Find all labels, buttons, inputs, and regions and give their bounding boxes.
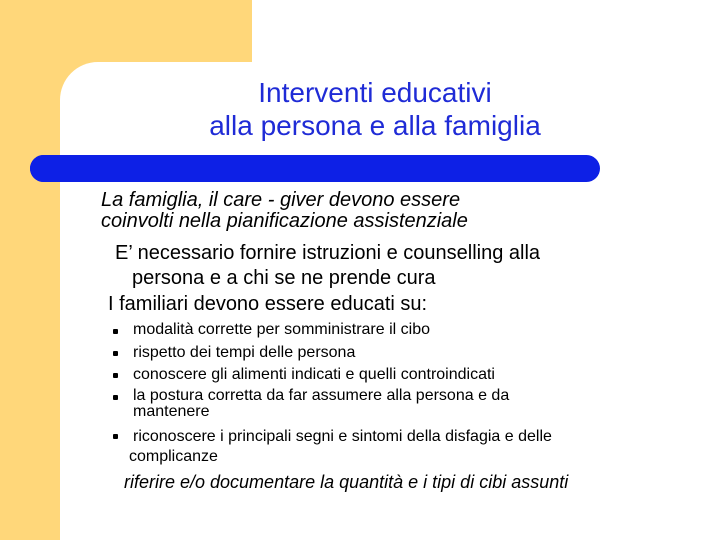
bullet-marker	[113, 329, 118, 334]
intro-text	[101, 190, 468, 232]
closing-text: riferire e/o documentare la quantità e i tipi di cibi assunti	[124, 472, 569, 492]
intro-line-1: La famiglia, il care - giver devono essere	[101, 189, 461, 211]
bullet-line: riconoscere i principali segni e sintomi della disfagia e delle	[133, 428, 552, 445]
para1-line-2: persona e a chi se ne prende cura	[132, 267, 436, 289]
intro-line-2: coinvolti nella pianificazione assistenziale	[101, 210, 468, 232]
bullet-item: rispetto dei tempi delle persona	[133, 344, 356, 361]
bullet-item: conoscere gli alimenti indicati e quelli controindicati	[133, 366, 495, 383]
paragraph-familiari: I familiari devono essere educati su:	[108, 293, 428, 315]
bullet-marker	[113, 351, 118, 356]
bullet-item	[129, 427, 552, 467]
bullet-line: mantenere	[133, 403, 210, 420]
paragraph-counselling	[115, 241, 540, 291]
bullet-marker	[113, 434, 118, 439]
bullet-marker	[113, 373, 118, 378]
bullet-item	[133, 388, 509, 420]
para1-line-1: E’ necessario fornire istruzioni e counselling alla	[115, 242, 541, 264]
bullet-item: modalità corrette per somministrare il cibo	[133, 321, 430, 338]
bullet-line: complicanze	[129, 448, 218, 465]
title-line-1: Interventi educativi	[258, 77, 492, 108]
bullet-line: la postura corretta da far assumere alla persona e da	[133, 387, 510, 404]
bullet-marker	[113, 395, 118, 400]
title-line-2: alla persona e alla famiglia	[209, 110, 541, 141]
